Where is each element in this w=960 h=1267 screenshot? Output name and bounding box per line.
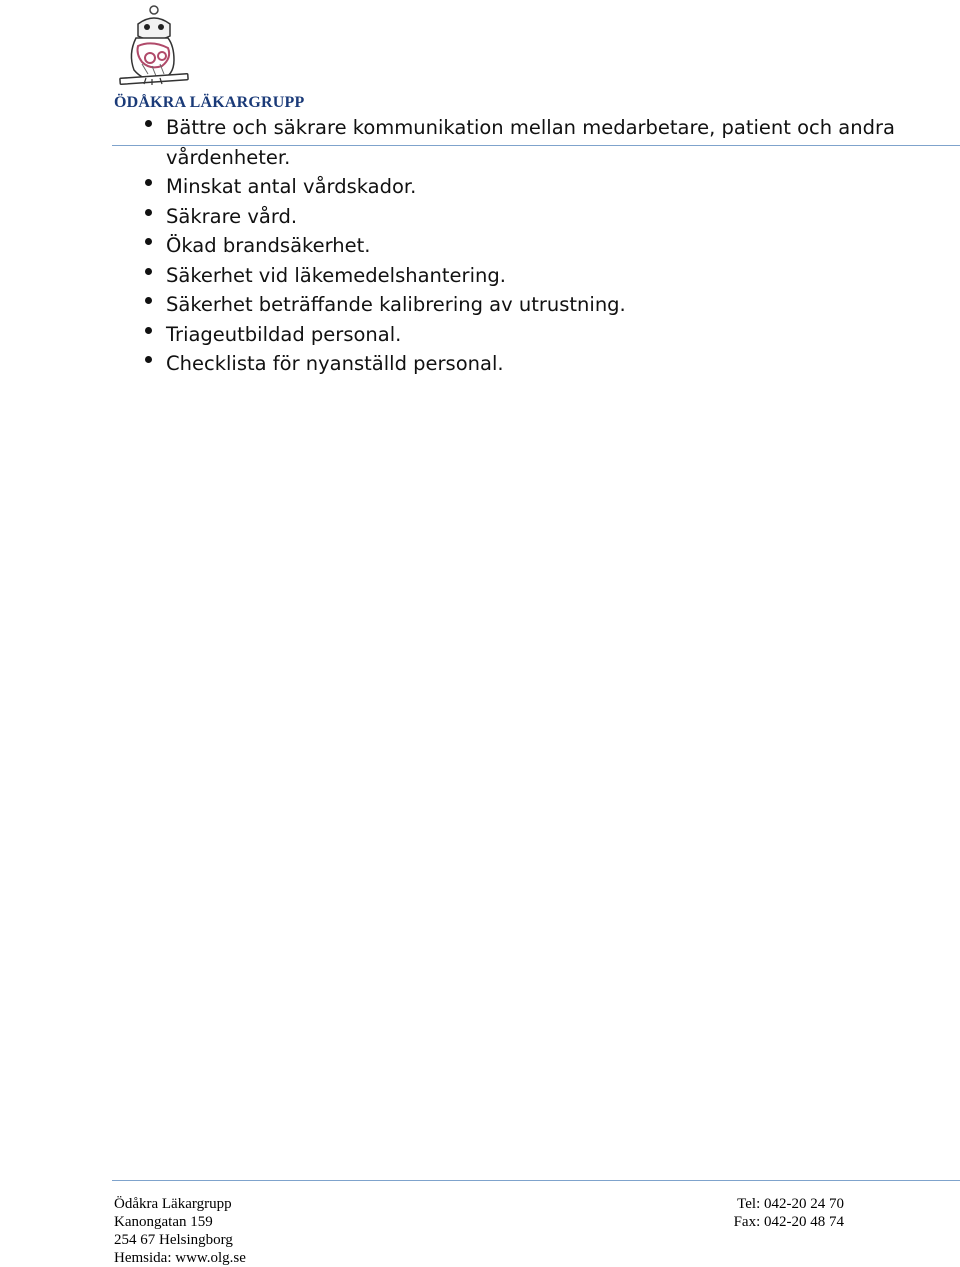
list-item-text: Ökad brandsäkerhet. [166,234,371,257]
list-item [142,349,902,379]
bullet-icon [145,268,152,275]
footer-divider [112,1180,960,1181]
list-item [142,320,902,350]
list-item [142,261,902,291]
benefits-list [142,113,902,379]
bullet-icon [145,297,152,304]
list-item [142,290,902,320]
footer-address [114,1195,246,1267]
list-item-text: Bättre och säkrare kommunikation mellan medarbetare, patient och andra vårdenheter. [166,116,895,169]
list-item [142,231,902,261]
owl-mascot-icon [112,2,192,94]
list-item [142,172,902,202]
footer-website: Hemsida: www.olg.se [114,1250,246,1266]
list-item [142,202,902,232]
footer-company: Ödåkra Läkargrupp [114,1196,232,1212]
bullet-icon [145,356,152,363]
footer-phone: Tel: 042-20 24 70 [737,1196,844,1212]
list-item-text: Säkerhet vid läkemedelshantering. [166,263,506,287]
bullet-icon [145,179,152,186]
footer-contact [716,1195,844,1231]
list-item-text: Säkrare vård. [166,204,298,228]
footer-street: Kanongatan 159 [114,1214,213,1230]
bullet-icon [145,327,152,334]
bullet-icon [145,120,152,127]
organization-name: ÖDÅKRA LÄKARGRUPP [114,94,305,111]
list-item-text: Checklista för nyanställd personal. [166,352,504,375]
bullet-icon [145,238,152,245]
list-item-text: Säkerhet beträffande kalibrering av utrustning. [166,293,626,316]
bullet-icon [145,209,152,216]
footer-fax: Fax: 042-20 48 74 [733,1214,844,1230]
list-item-text: Minskat antal vårdskador. [166,175,417,198]
list-item-text: Triageutbildad personal. [166,322,402,346]
footer-postal: 254 67 Helsingborg [114,1232,233,1248]
list-item [142,113,902,172]
